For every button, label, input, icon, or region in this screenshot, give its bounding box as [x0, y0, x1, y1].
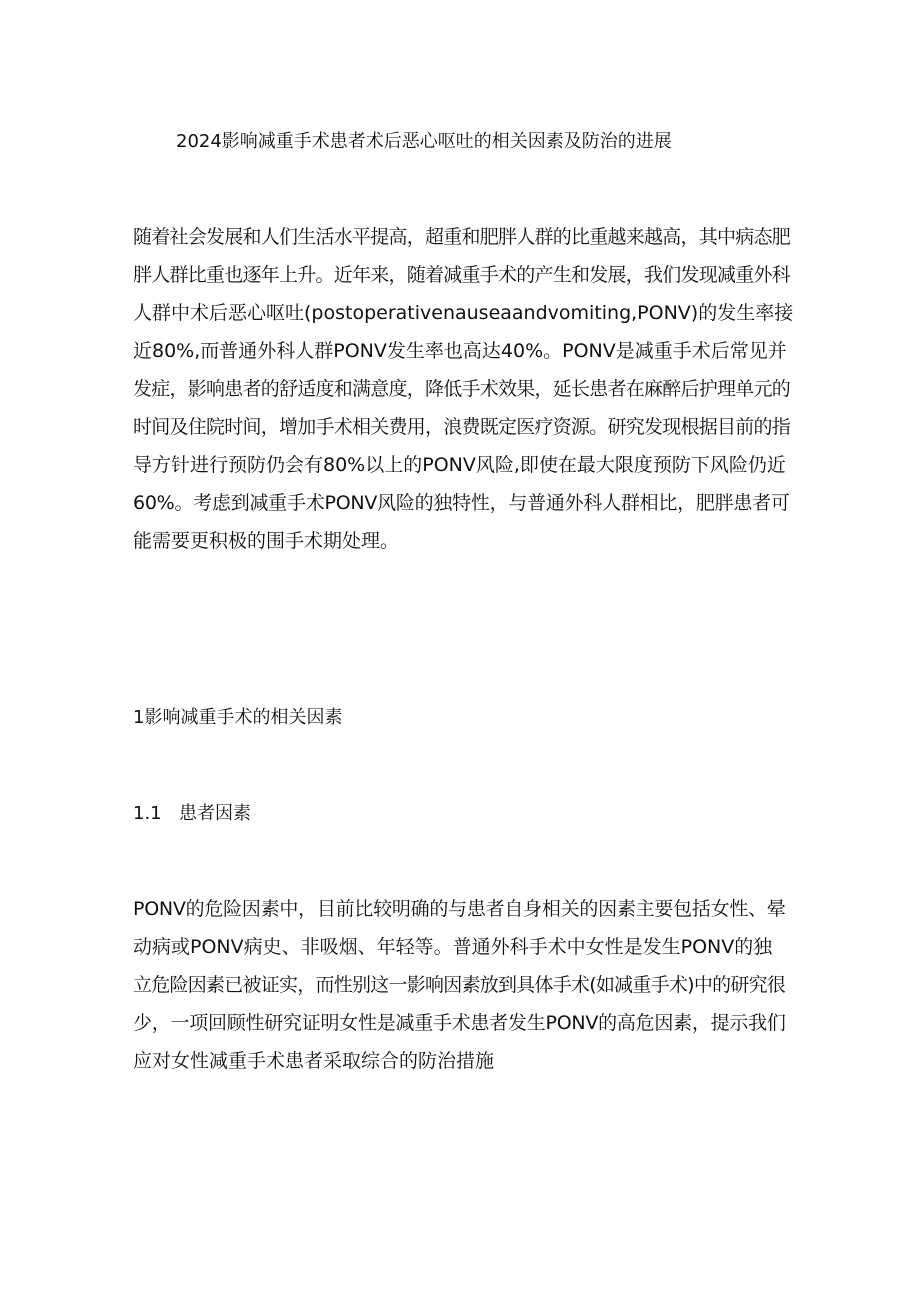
paragraph-line: 立危险因素已被证实，而性别这一影响因素放到具体手术(如减重手术)中的研究很 [133, 974, 786, 996]
paragraph-line: 发症，影响患者的舒适度和满意度，降低手术效果，延长患者在麻醉后护理单元的 [133, 378, 791, 400]
section-paragraph [133, 890, 793, 1080]
paragraph-line: PONV的危险因素中，目前比较明确的与患者自身相关的因素主要包括女性、晕 [133, 898, 786, 920]
paragraph-line: 时间及住院时间，增加手术相关费用，浪费既定医疗资源。研究发现根据目前的指 [133, 416, 791, 438]
paragraph-line: 应对女性减重手术患者采取综合的防治措施 [133, 1050, 495, 1072]
section-heading: 1影响减重手术的相关因素 [133, 707, 343, 728]
paragraph-line: 少，一项回顾性研究证明女性是减重手术患者发生PONV的高危因素，提示我们 [133, 1012, 786, 1034]
paragraph-line: 导方针进行预防仍会有80%以上的PONV风险,即使在最大限度预防下风险仍近 [133, 454, 786, 476]
intro-paragraph [133, 218, 793, 560]
subsection-heading [133, 800, 251, 828]
paragraph-line: 60%。考虑到减重手术PONV风险的独特性，与普通外科人群相比，肥胖患者可 [133, 492, 790, 514]
subsection-number: 1.1 [133, 803, 162, 824]
paragraph-line: 随着社会发展和人们生活水平提高，超重和肥胖人群的比重越来越高，其中病态肥 [133, 226, 791, 248]
subsection-title: 患者因素 [179, 803, 251, 824]
paragraph-line: 近80%,而普通外科人群PONV发生率也高达40%。PONV是减重手术后常见并 [133, 340, 787, 362]
paragraph-line: 胖人群比重也逐年上升。近年来，随着减重手术的产生和发展，我们发现减重外科 [133, 264, 791, 286]
paragraph-line: 人群中术后恶心呕吐(postoperativenauseaandvomiting,PONV)的发生率接 [133, 302, 794, 324]
document-title: 2024影响减重手术患者术后恶心呕吐的相关因素及防治的进展 [176, 131, 672, 152]
paragraph-line: 能需要更积极的围手术期处理。 [133, 530, 400, 552]
paragraph-line: 动病或PONV病史、非吸烟、年轻等。普通外科手术中女性是发生PONV的独 [133, 936, 773, 958]
